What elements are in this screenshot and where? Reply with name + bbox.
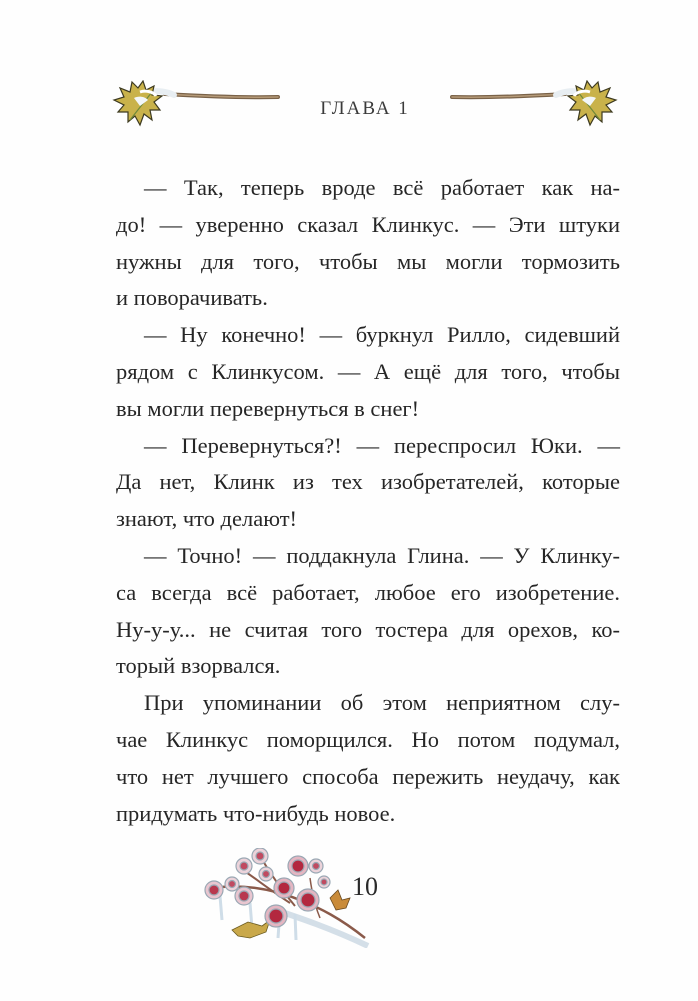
text-line: са всегда всё работает, любое его изобретение.	[116, 579, 620, 605]
holly-branch-icon	[450, 80, 620, 150]
text-line: торый взорвался.	[116, 653, 281, 679]
chapter-header	[110, 80, 620, 160]
frozen-berries-icon	[200, 848, 370, 948]
text-line: — Точно! — поддакнула Глина. — У Клинку-	[144, 542, 620, 568]
text-line: и поворачивать.	[116, 285, 268, 311]
chapter-body-text	[116, 170, 620, 832]
text-line: рядом с Клинкусом. — А ещё для того, чтобы	[116, 358, 620, 384]
text-line: придумать что-нибудь новое.	[116, 800, 396, 826]
text-line: вы могли перевернуться в снег!	[116, 395, 420, 421]
paragraph	[116, 538, 620, 685]
text-line: знают, что делают!	[116, 506, 298, 532]
page-number: 10	[352, 872, 378, 901]
text-line: до! — уверенно сказал Клинкус. — Эти штуки	[116, 211, 620, 237]
text-line: нужны для того, чтобы мы могли тормозить	[116, 248, 620, 274]
text-line: Да нет, Клинк из тех изобретателей, которые	[116, 469, 620, 495]
text-line: что нет лучшего способа пережить неудачу, как	[116, 763, 620, 789]
text-line: чае Клинкус поморщился. Но потом подумал,	[116, 726, 620, 752]
text-line: Ну-у-у... не считая того тостера для орехов, ко-	[116, 616, 620, 642]
paragraph	[116, 685, 620, 832]
chapter-title: ГЛАВА 1	[320, 98, 410, 119]
paragraph	[116, 170, 620, 317]
text-line: При упоминании об этом неприятном слу-	[144, 690, 620, 716]
text-line: — Ну конечно! — буркнул Рилло, сидевший	[144, 322, 620, 348]
paragraph	[116, 428, 620, 538]
text-line: — Так, теперь вроде всё работает как на-	[144, 175, 620, 200]
paragraph	[116, 317, 620, 427]
text-line: — Перевернуться?! — переспросил Юки. —	[144, 432, 620, 458]
